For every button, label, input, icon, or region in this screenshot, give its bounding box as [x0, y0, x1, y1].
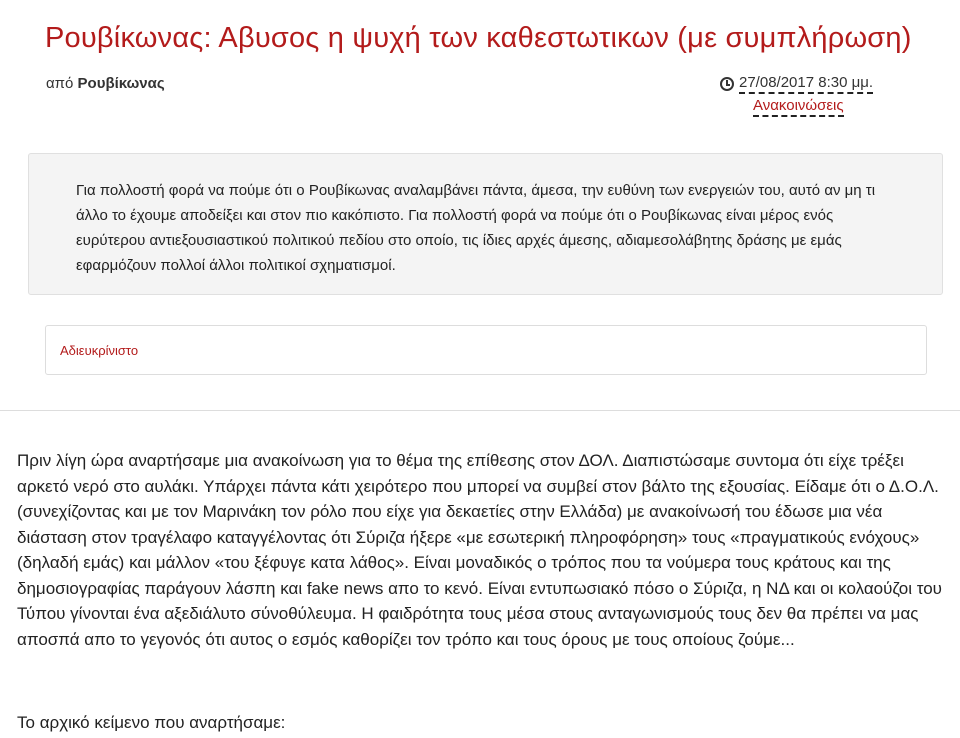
article-meta [720, 73, 920, 117]
category-link[interactable]: Ανακοινώσεις [753, 96, 844, 117]
body-paragraph: Πριν λίγη ώρα αναρτήσαμε μια ανακοίνωση για το θέμα της επίθεσης στον ΔΟΛ. Διαπιστώσαμε συντομα ότι είχε τρέξει αρκετό νερό στο αυλάκι. Υπάρχει πάντα κάτι χειρότερο που μπορεί να συμβεί στον βάλτο της εξουσίας. Είδαμε ότι ο Δ.Ο.Λ. (συνεχίζοντας και με τον Μαρινάκη τον ρόλο που είχε για δεκαετίες στην Ελλάδα) με ανακοίνωσή του έδωσε μια νέα διάσταση στον τραγέλαφο καταγγέλοντας ότι Σύριζα ήξερε «με εσωτερική πληροφόρηση» τους «πραγματικούς ενόχους» (δηλαδή εμάς) και μάλλον «του ξέφυγε κατα λάθος». Είναι μοναδικός ο τρόπος που τα νούμερα τους κράτους και της δημοσιογραφίας παράγουν λάσπη και fake news απο το κενό. Είναι εντυπωσιακό πόσο ο Σύριζα, η ΝΔ και οι κολαούζοι του Τύπου γίνονται ένα αξεδιάλυτο σύνοθύλευμα. Η φαιδρότητα τους μέσα στους ανταγωνισμούς τους δεν θα πρέπει να μας αποσπά απο το γεγονός ότι αυτος ο εσμός καθορίζει τον τρόπο και τους όρους με τους οποίους ζούμε... [17, 451, 942, 649]
article-title: Ρουβίκωνας: Αβυσος η ψυχή των καθεστωτικων (με συμπλήρωση) [45, 22, 912, 54]
publish-date: 27/08/2017 8:30 μμ. [739, 73, 873, 94]
tag-box [45, 325, 927, 375]
byline-prefix: από [46, 75, 74, 92]
body-paragraph-original-intro: Το αρχικό κείμενο που αναρτήσαμε: [17, 713, 286, 732]
divider [0, 410, 960, 411]
byline [46, 75, 165, 92]
tag-link[interactable]: Αδιευκρίνιστο [60, 343, 139, 358]
date-line [720, 73, 920, 94]
clock-icon [720, 77, 734, 91]
author-name[interactable]: Ρουβίκωνας [77, 75, 165, 92]
article-summary: Για πολλοστή φορά να πούμε ότι ο Ρουβίκωνας αναλαμβάνει πάντα, άμεσα, την ευθύνη των ενεργειών του, αυτό αν μη τι άλλο το έχουμε αποδείξει και στον πιο κακόπιστο. Για πολλοστή φορά να πούμε ότι ο Ρουβίκωνας είναι μέρος ενός ευρύτερου αντιεξουσιαστικού πολιτικού πεδίου στο οποίο, τις ίδιες αρχές άμεσης, αδιαμεσολάβητης δράσης με εμάς εφαρμόζουν πολλοί άλλοι πολιτικοί σχηματισμοί. [28, 153, 943, 295]
